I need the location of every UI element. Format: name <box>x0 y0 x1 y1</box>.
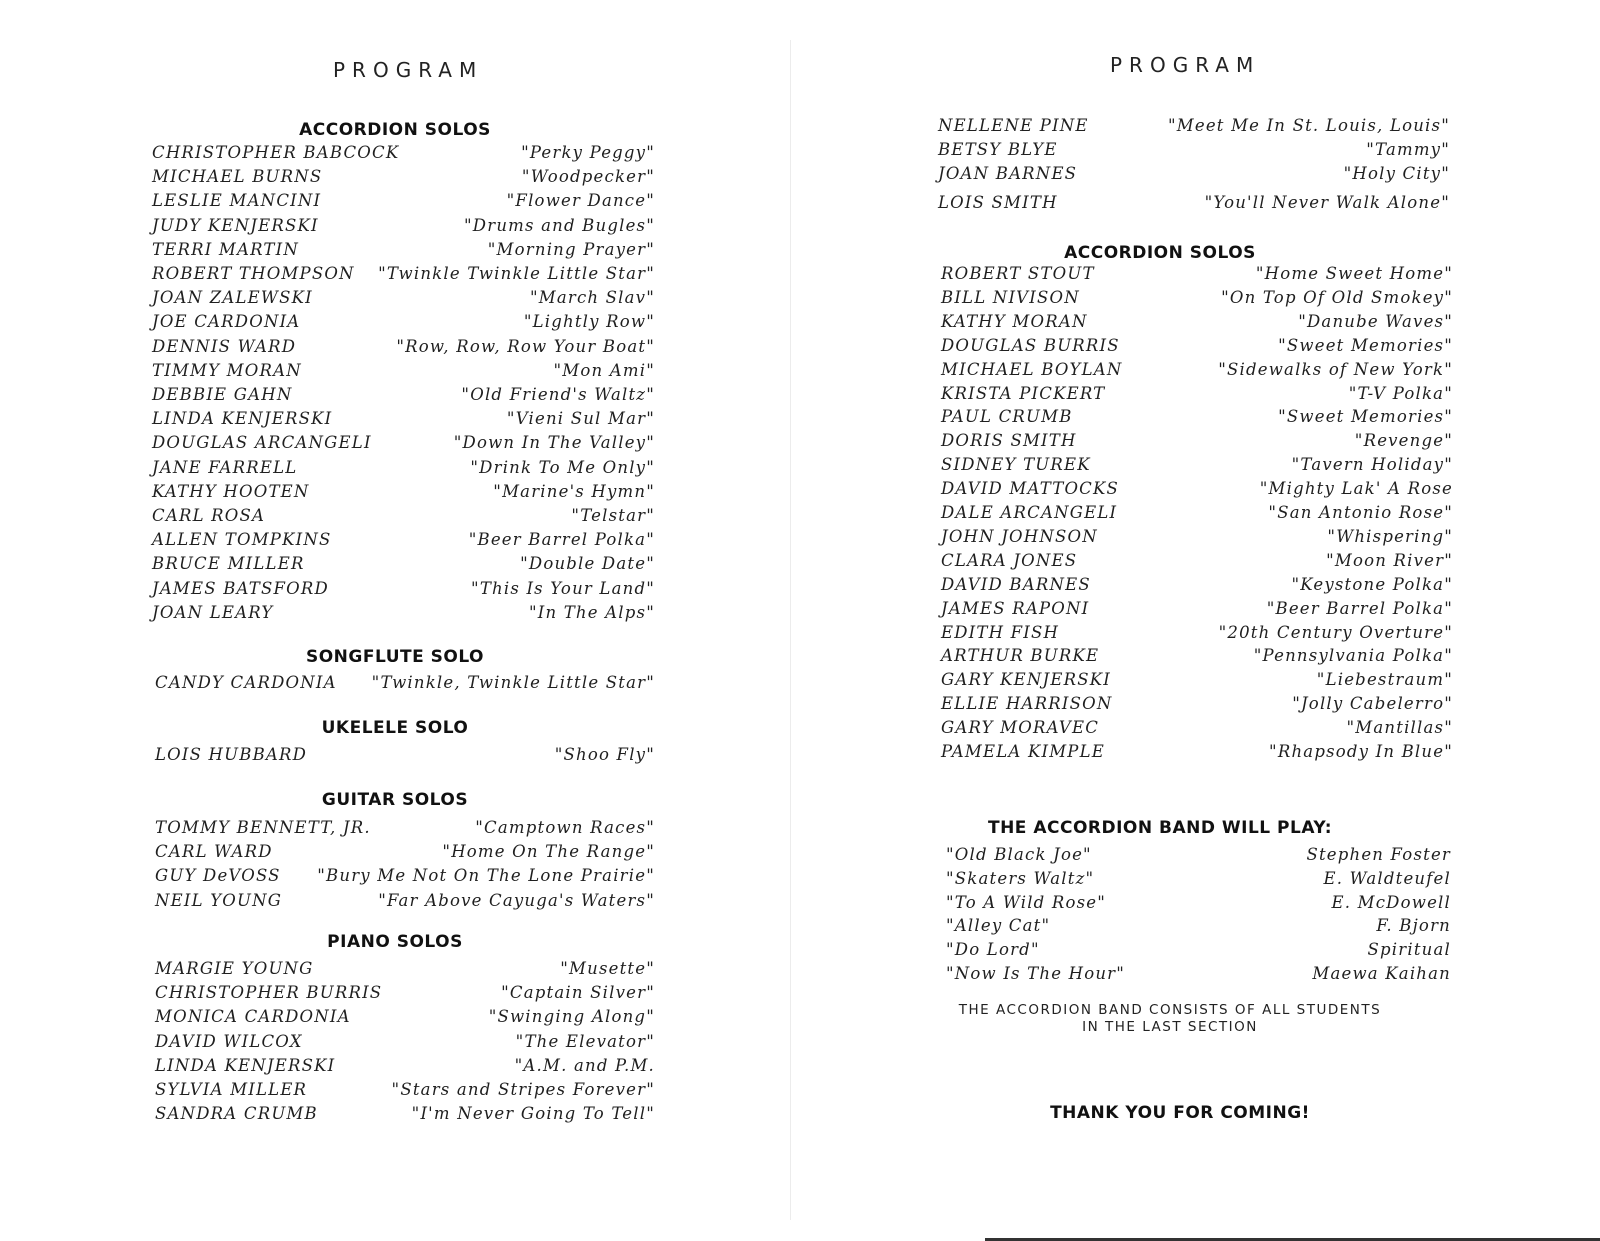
piece-title: "Marine's Hymn" <box>493 481 655 501</box>
program-entry <box>941 670 1453 694</box>
program-entry <box>152 482 655 506</box>
piece-title: "Home Sweet Home" <box>1255 264 1453 283</box>
piece-title: "Keystone Polka" <box>1291 574 1453 594</box>
piece-title: "Row, Row, Row Your Boat" <box>396 336 655 356</box>
piece-title: "Beer Barrel Polka" <box>1266 598 1453 618</box>
piece-title: "Morning Prayer" <box>487 239 655 259</box>
performer-name: JOE CARDONIA <box>152 312 301 332</box>
piece-title: "March Slav" <box>529 288 655 308</box>
program-entry <box>152 458 655 482</box>
piece-title: "Holy City" <box>1343 164 1450 183</box>
performer-name: JOAN ZALEWSKI <box>152 288 313 308</box>
performer-name: ELLIE HARRISON <box>941 694 1113 714</box>
piece-title: "You'll Never Walk Alone" <box>1204 193 1450 212</box>
piece-title: "Beer Barrel Polka" <box>468 530 655 550</box>
performer-name: "Do Lord" <box>946 940 1040 960</box>
performer-name: BRUCE MILLER <box>152 554 305 574</box>
performer-name: JOAN BARNES <box>938 164 1078 183</box>
section-heading-accordion: ACCORDION SOLOS <box>1064 243 1256 263</box>
performer-name: SANDRA CRUMB <box>155 1104 318 1124</box>
piece-title: "Old Friend's Waltz" <box>461 385 655 404</box>
performer-name: MARGIE YOUNG <box>155 959 314 978</box>
performer-name: JAMES BATSFORD <box>152 578 329 598</box>
program-entry <box>941 431 1453 455</box>
piece-title: "This Is Your Land" <box>471 578 655 598</box>
section-heading-ukelele: UKELELE SOLO <box>321 718 469 738</box>
piece-title: "Musette" <box>560 959 655 978</box>
piece-title: "Danube Waves" <box>1298 311 1453 331</box>
piece-title: "San Antonio Rose" <box>1268 503 1453 522</box>
piece-title: "Flower Dance" <box>506 191 655 211</box>
program-entry <box>152 337 655 361</box>
performer-name: TERRI MARTIN <box>152 239 299 259</box>
piece-title: "T-V Polka" <box>1348 383 1453 403</box>
piece-title: "Jolly Cabelerro" <box>1292 694 1453 714</box>
piece-title: "I'm Never Going To Tell" <box>411 1104 655 1124</box>
program-entry <box>941 623 1453 647</box>
piece-title: "Sweet Memories" <box>1278 335 1453 355</box>
performer-name: DAVID BARNES <box>941 574 1091 594</box>
program-entry <box>155 842 655 866</box>
piece-title: "The Elevator" <box>515 1031 655 1051</box>
piece-title: "Sidewalks of New York" <box>1218 359 1453 379</box>
performer-name: TOMMY BENNETT, JR. <box>155 818 371 837</box>
program-entry <box>946 893 1451 917</box>
program-entry <box>152 312 655 336</box>
performer-name: ALLEN TOMPKINS <box>152 530 332 550</box>
program-entry <box>155 959 655 983</box>
program-entry <box>152 191 655 215</box>
piece-title: E. Waldteufel <box>1323 868 1451 888</box>
piece-title: "Down In The Valley" <box>453 433 655 453</box>
piece-title: "Mighty Lak' A Rose <box>1259 479 1453 499</box>
performer-name: DAVID MATTOCKS <box>941 479 1120 499</box>
program-entry <box>941 718 1453 742</box>
band-note-line-1: THE ACCORDION BAND CONSISTS OF ALL STUDENTS <box>958 1002 1382 1018</box>
performer-name: "Now Is The Hour" <box>946 964 1126 983</box>
performer-name: CHRISTOPHER BABCOCK <box>152 143 400 162</box>
program-entry <box>941 264 1453 288</box>
program-entry <box>941 551 1453 575</box>
performer-name: PAMELA KIMPLE <box>941 742 1106 761</box>
program-entry <box>152 385 655 409</box>
program-entry <box>155 1056 655 1080</box>
performer-name: MICHAEL BURNS <box>152 167 323 187</box>
performer-name: CARL ROSA <box>152 506 266 525</box>
performer-name: LINDA KENJERSKI <box>152 409 333 429</box>
piece-title: "In The Alps" <box>528 602 655 622</box>
program-entry <box>155 1032 655 1056</box>
piece-title: "A.M. and P.M. <box>514 1055 655 1075</box>
piece-title: "Swinging Along" <box>488 1007 655 1027</box>
performer-name: CARL WARD <box>155 842 273 862</box>
performer-name: "Alley Cat" <box>946 916 1051 936</box>
piece-title: "Mantillas" <box>1346 718 1453 738</box>
piece-title: "Whispering" <box>1327 526 1453 546</box>
piece-title: "Twinkle Twinkle Little Star" <box>378 264 655 283</box>
piece-title: "Rhapsody In Blue" <box>1269 742 1453 761</box>
performer-name: JOHN JOHNSON <box>941 526 1098 546</box>
piece-title: F. Bjorn <box>1376 916 1451 936</box>
program-entry <box>946 964 1451 988</box>
performer-name: "Skaters Waltz" <box>946 868 1095 888</box>
program-entry <box>155 745 655 769</box>
piece-title: "Sweet Memories" <box>1278 407 1453 427</box>
piece-title: "Double Date" <box>520 554 655 574</box>
page-title: PROGRAM <box>333 58 484 82</box>
performer-name: ROBERT STOUT <box>941 264 1095 283</box>
performer-name: NELLENE PINE <box>938 116 1089 135</box>
program-entry <box>155 818 655 842</box>
performer-name: MICHAEL BOYLAN <box>941 359 1123 379</box>
performer-name: GUY DeVOSS <box>155 866 281 886</box>
program-entry <box>941 360 1453 384</box>
piece-title: "Vieni Sul Mar" <box>506 409 655 429</box>
program-entry <box>946 940 1451 964</box>
piece-title: "Twinkle, Twinkle Little Star" <box>371 673 655 692</box>
program-entry <box>938 193 1450 217</box>
program-entry <box>152 288 655 312</box>
piece-title: "Drums and Bugles" <box>464 215 655 235</box>
performer-name: DAVID WILCOX <box>155 1031 303 1051</box>
right-page <box>790 0 1600 1241</box>
band-note <box>910 1002 1430 1036</box>
performer-name: JANE FARRELL <box>152 457 298 477</box>
program-entry <box>152 433 655 457</box>
program-entry <box>155 1104 655 1128</box>
section-heading-band: THE ACCORDION BAND WILL PLAY: <box>987 818 1333 838</box>
program-entry <box>152 143 655 167</box>
left-page <box>0 0 790 1241</box>
piece-title: "Moon River" <box>1326 550 1453 570</box>
program-entry <box>155 983 655 1007</box>
performer-name: DOUGLAS ARCANGELI <box>152 433 372 453</box>
performer-name: PAUL CRUMB <box>941 407 1073 427</box>
piece-title: E. McDowell <box>1331 892 1451 912</box>
program-entry <box>946 916 1451 940</box>
piece-title: "Home On The Range" <box>442 842 655 862</box>
performer-name: KRISTA PICKERT <box>941 383 1106 403</box>
section-heading-guitar: GUITAR SOLOS <box>321 790 469 810</box>
performer-name: LESLIE MANCINI <box>152 191 322 211</box>
section-heading-piano: PIANO SOLOS <box>327 932 463 952</box>
program-entry <box>941 312 1453 336</box>
program-entry <box>152 554 655 578</box>
program-entry <box>152 409 655 433</box>
program-entry <box>941 599 1453 623</box>
program-entry <box>941 407 1453 431</box>
performer-name: GARY KENJERSKI <box>941 670 1111 690</box>
performer-name: LOIS HUBBARD <box>155 745 308 764</box>
piece-title: Spiritual <box>1367 940 1451 960</box>
piece-title: "Stars and Stripes Forever" <box>391 1080 655 1099</box>
performer-name: ROBERT THOMPSON <box>152 264 355 283</box>
piece-title: Maewa Kaihan <box>1312 964 1451 983</box>
thank-you-message: THANK YOU FOR COMING! <box>1050 1103 1310 1123</box>
program-entry <box>941 479 1453 503</box>
program-entry <box>941 646 1453 670</box>
piece-title: "Telstar" <box>571 506 655 525</box>
performer-name: TIMMY MORAN <box>152 360 302 380</box>
program-entry <box>155 1080 655 1104</box>
performer-name: NEIL YOUNG <box>155 890 283 910</box>
program-entry <box>155 673 655 697</box>
program-entry <box>941 455 1453 479</box>
program-entry <box>938 140 1450 164</box>
program-entry <box>152 530 655 554</box>
performer-name: DOUGLAS BURRIS <box>941 335 1120 355</box>
performer-name: CANDY CARDONIA <box>155 673 337 692</box>
piece-title: "Captain Silver" <box>501 983 655 1003</box>
performer-name: SYLVIA MILLER <box>155 1080 308 1099</box>
performer-name: BETSY BLYE <box>938 140 1058 159</box>
piece-title: "Lightly Row" <box>523 312 655 332</box>
program-entry <box>941 288 1453 312</box>
performer-name: JOAN LEARY <box>152 602 274 622</box>
piece-title: "Shoo Fly" <box>554 745 655 764</box>
performer-name: DEBBIE GAHN <box>152 385 293 404</box>
program-entry <box>946 869 1451 893</box>
piece-title: "Pennsylvania Polka" <box>1253 646 1453 666</box>
piece-title: "Liebestraum" <box>1316 670 1453 690</box>
program-entry <box>941 575 1453 599</box>
program-entry <box>152 506 655 530</box>
piece-title: "Drink To Me Only" <box>470 457 655 477</box>
performer-name: KATHY MORAN <box>941 311 1088 331</box>
program-entry <box>941 527 1453 551</box>
program-entry <box>941 742 1453 766</box>
performer-name: "Old Black Joe" <box>946 845 1092 864</box>
program-entry <box>155 866 655 890</box>
program-entry <box>152 361 655 385</box>
program-entry <box>152 167 655 191</box>
piece-title: "Tavern Holiday" <box>1291 455 1453 475</box>
performer-name: SIDNEY TUREK <box>941 455 1091 475</box>
performer-name: ARTHUR BURKE <box>941 646 1100 666</box>
performer-name: GARY MORAVEC <box>941 718 1100 738</box>
program-entry <box>152 216 655 240</box>
piece-title: Stephen Foster <box>1306 845 1451 864</box>
program-entry <box>941 694 1453 718</box>
performer-name: EDITH FISH <box>941 622 1060 642</box>
performer-name: DENNIS WARD <box>152 336 297 356</box>
program-entry <box>152 603 655 627</box>
piece-title: "Woodpecker" <box>521 167 655 187</box>
performer-name: LOIS SMITH <box>938 193 1058 212</box>
program-entry <box>152 264 655 288</box>
performer-name: JUDY KENJERSKI <box>152 215 319 235</box>
piece-title: "On Top Of Old Smokey" <box>1221 287 1453 307</box>
performer-name: LINDA KENJERSKI <box>155 1055 336 1075</box>
program-entry <box>941 384 1453 408</box>
piece-title: "Meet Me In St. Louis, Louis" <box>1167 116 1450 135</box>
program-entry <box>155 1007 655 1031</box>
piece-title: "20th Century Overture" <box>1218 622 1453 642</box>
performer-name: MONICA CARDONIA <box>155 1007 351 1027</box>
performer-name: DALE ARCANGELI <box>941 503 1118 522</box>
piece-title: "Camptown Races" <box>475 818 655 837</box>
program-entry <box>938 164 1450 188</box>
performer-name: CHRISTOPHER BURRIS <box>155 983 383 1003</box>
piece-title: "Perky Peggy" <box>521 143 655 162</box>
program-entry <box>152 579 655 603</box>
band-note-line-2: IN THE LAST SECTION <box>1082 1019 1258 1035</box>
performer-name: BILL NIVISON <box>941 287 1080 307</box>
program-entry <box>152 240 655 264</box>
piece-title: "Mon Ami" <box>553 360 655 380</box>
piece-title: "Revenge" <box>1354 431 1453 451</box>
section-heading-accordion: ACCORDION SOLOS <box>299 120 491 140</box>
performer-name: JAMES RAPONI <box>941 598 1090 618</box>
program-entry <box>941 336 1453 360</box>
page-title: PROGRAM <box>1110 53 1261 77</box>
program-entry <box>946 845 1451 869</box>
performer-name: "To A Wild Rose" <box>946 892 1107 912</box>
performer-name: DORIS SMITH <box>941 431 1077 451</box>
piece-title: "Bury Me Not On The Lone Prairie" <box>317 866 655 886</box>
performer-name: CLARA JONES <box>941 550 1078 570</box>
section-heading-songflute: SONGFLUTE SOLO <box>305 647 485 667</box>
piece-title: "Far Above Cayuga's Waters" <box>378 890 655 910</box>
performer-name: KATHY HOOTEN <box>152 481 310 501</box>
piece-title: "Tammy" <box>1366 140 1450 159</box>
program-entry <box>941 503 1453 527</box>
program-entry <box>938 116 1450 140</box>
program-entry <box>155 891 655 915</box>
